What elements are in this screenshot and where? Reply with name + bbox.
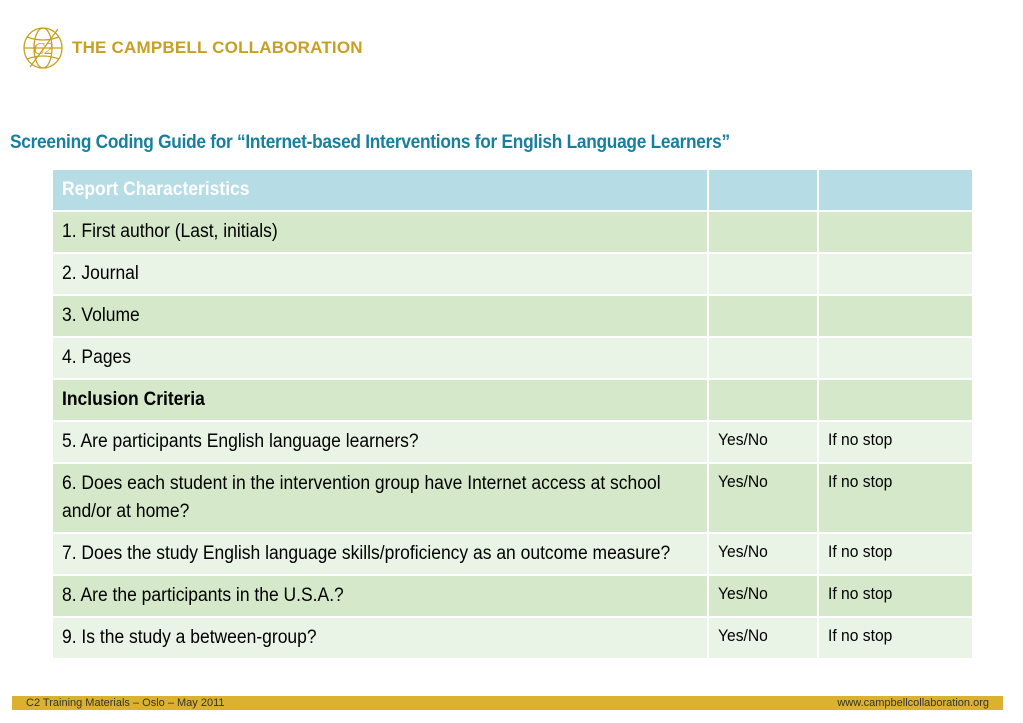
- table-row: [52, 575, 973, 617]
- footer-bar: [12, 696, 1003, 710]
- row-action: [818, 295, 973, 337]
- table-row: [52, 421, 973, 463]
- row-action: [818, 379, 973, 421]
- section-header-row: [52, 379, 973, 421]
- row-action: If no stop: [818, 575, 973, 617]
- screening-coding-table: [51, 168, 974, 660]
- table-row: [52, 617, 973, 659]
- row-answer: Yes/No: [708, 463, 818, 533]
- table-row: [52, 533, 973, 575]
- row-action: [818, 253, 973, 295]
- row-label: 8. Are the participants in the U.S.A.?: [52, 575, 708, 617]
- header-cell: Report Characteristics: [52, 169, 708, 211]
- row-action: If no stop: [818, 463, 973, 533]
- row-label: 2. Journal: [52, 253, 708, 295]
- row-action: [818, 337, 973, 379]
- table-row: [52, 253, 973, 295]
- row-answer: [708, 379, 818, 421]
- page-title: Screening Coding Guide for “Internet-based Interventions for English Language Learners”: [10, 132, 730, 153]
- row-action: If no stop: [818, 533, 973, 575]
- table-header-row: [52, 169, 973, 211]
- row-label: 7. Does the study English language skills/proficiency as an outcome measure?: [52, 533, 708, 575]
- brand-name: THE CAMPBELL COLLABORATION: [72, 38, 363, 57]
- header-cell: [818, 169, 973, 211]
- campbell-logo: [22, 25, 363, 71]
- footer-website: www.campbellcollaboration.org: [837, 697, 989, 709]
- table-row: [52, 463, 973, 533]
- row-label: 5. Are participants English language learners?: [52, 421, 708, 463]
- row-answer: Yes/No: [708, 617, 818, 659]
- table-row: [52, 295, 973, 337]
- row-answer: Yes/No: [708, 421, 818, 463]
- section-label: Inclusion Criteria: [52, 379, 708, 421]
- row-answer: [708, 337, 818, 379]
- row-label: 1. First author (Last, initials): [52, 211, 708, 253]
- table-row: [52, 337, 973, 379]
- globe-c2-icon: [22, 25, 64, 71]
- row-action: If no stop: [818, 421, 973, 463]
- row-label: 4. Pages: [52, 337, 708, 379]
- row-label: 9. Is the study a between-group?: [52, 617, 708, 659]
- row-label: 3. Volume: [52, 295, 708, 337]
- row-answer: [708, 295, 818, 337]
- row-answer: Yes/No: [708, 533, 818, 575]
- footer-left-text: C2 Training Materials – Oslo – May 2011: [26, 697, 225, 709]
- logo-mark-text: C2: [33, 39, 53, 58]
- header-cell: [708, 169, 818, 211]
- row-action: If no stop: [818, 617, 973, 659]
- row-action: [818, 211, 973, 253]
- row-answer: [708, 253, 818, 295]
- table-row: [52, 211, 973, 253]
- row-label: 6. Does each student in the intervention group have Internet access at school and/or at home?: [52, 463, 708, 533]
- row-answer: Yes/No: [708, 575, 818, 617]
- row-answer: [708, 211, 818, 253]
